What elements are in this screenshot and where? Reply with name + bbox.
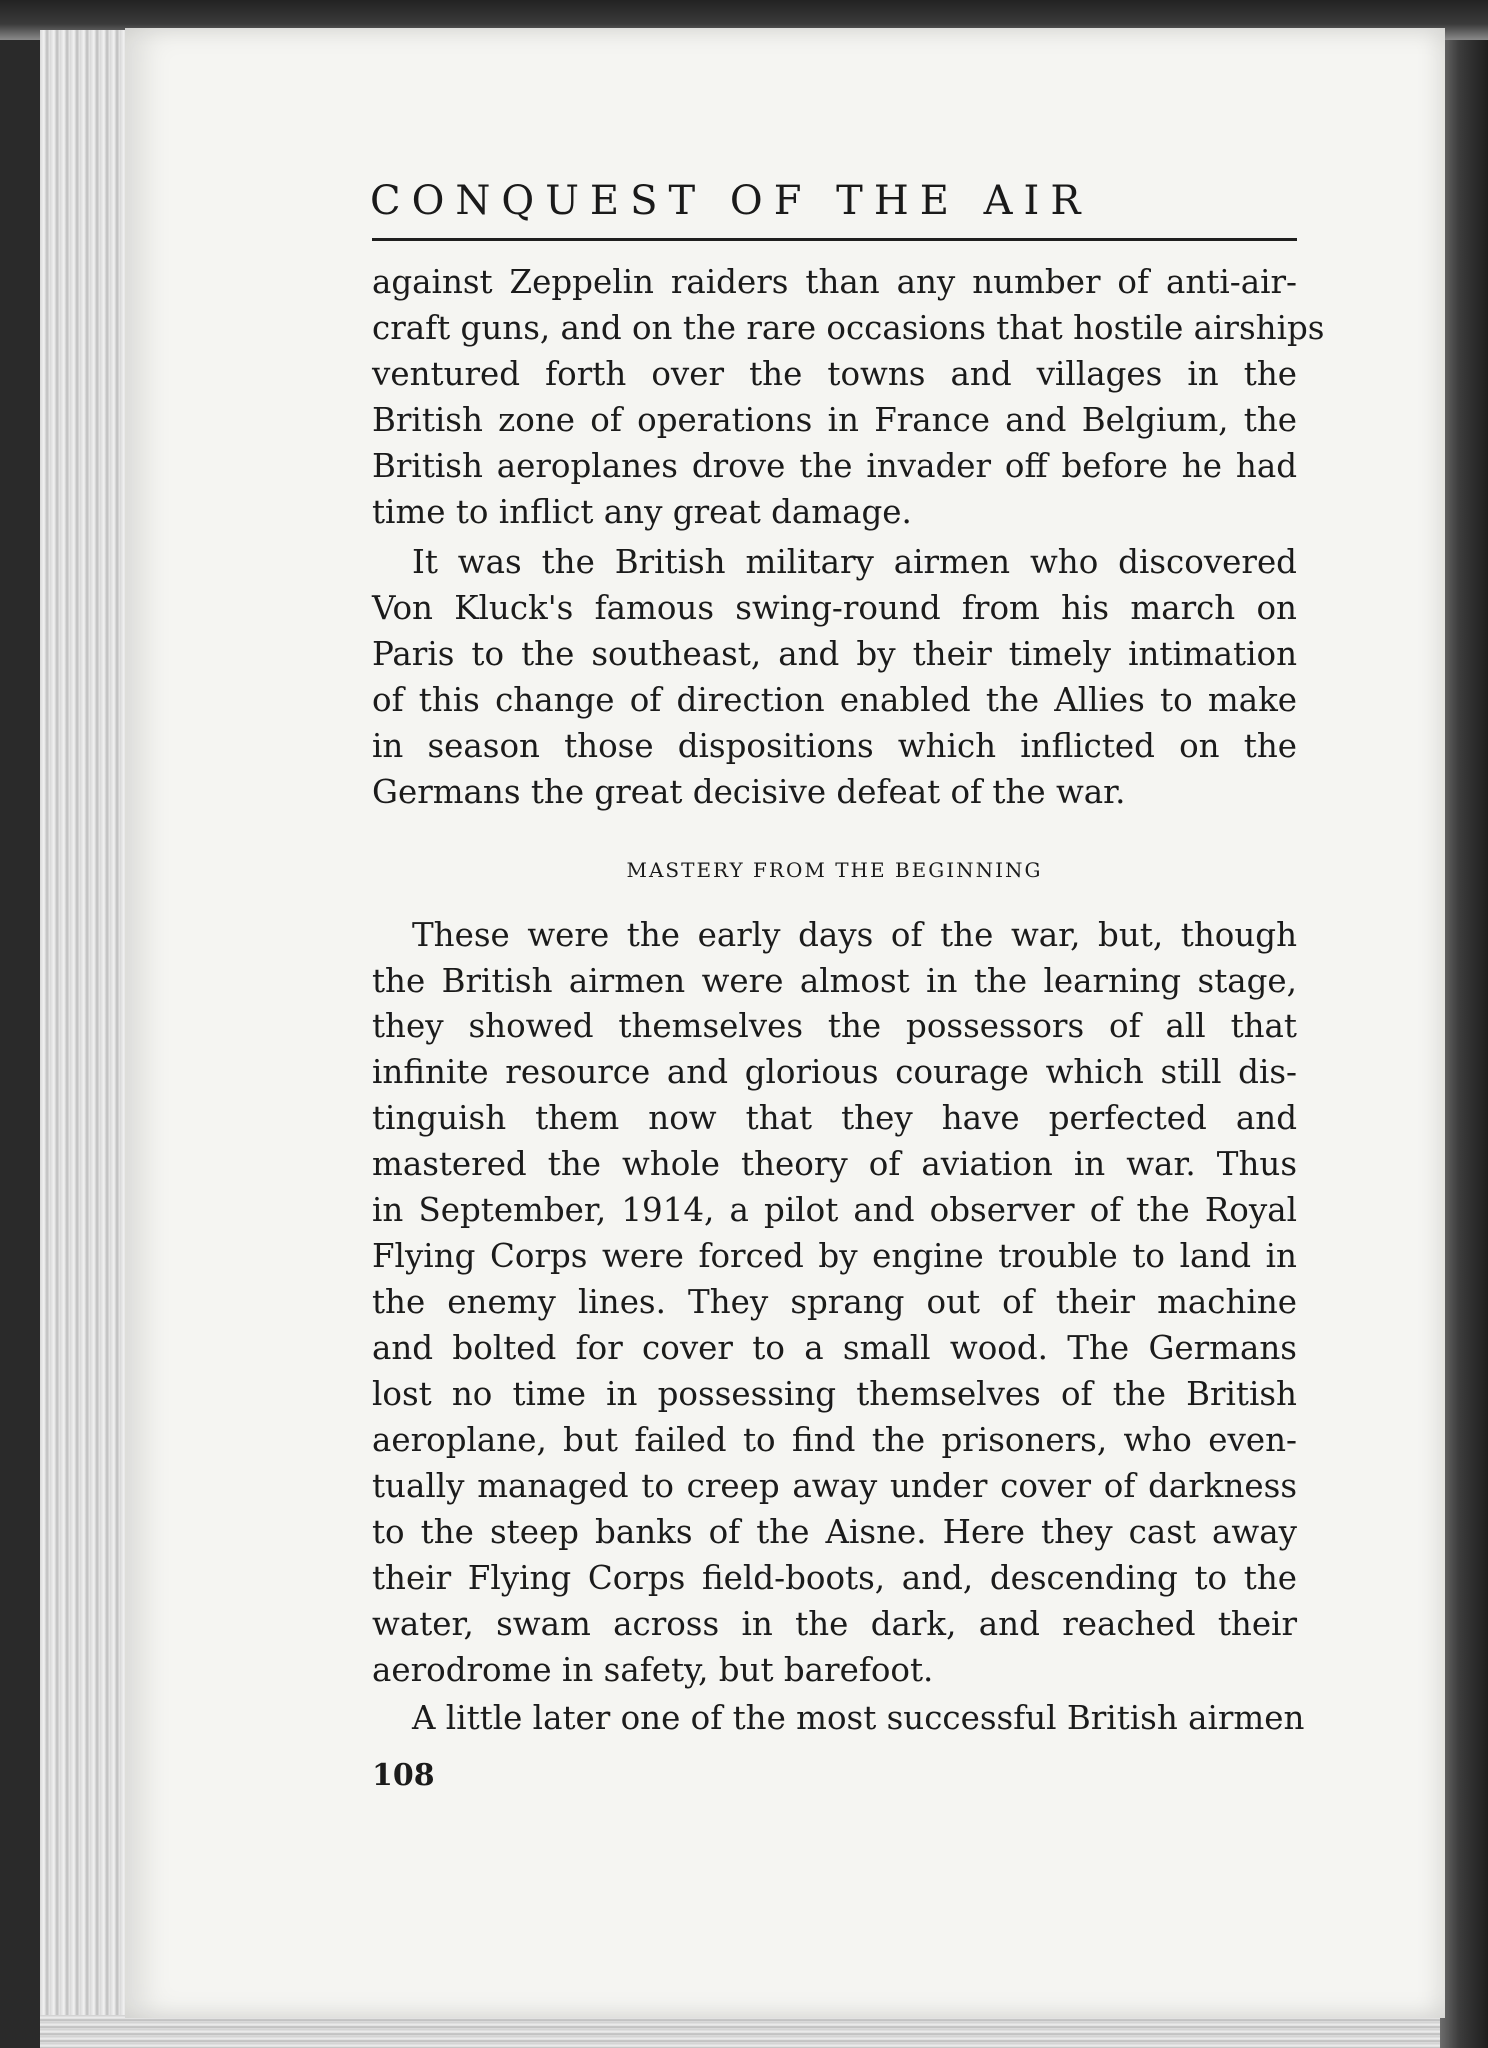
text-line: Flying Corps were forced by engine trouble to land in (372, 1237, 1297, 1275)
page-number: 108 (372, 1758, 435, 1793)
section-heading: MASTERY FROM THE BEGINNING (626, 858, 1043, 882)
text-line: aeroplane, but failed to find the prisoners, who even- (372, 1421, 1297, 1459)
text-line: It was the British military airmen who discovered (412, 543, 1297, 581)
text-line: to the steep banks of the Aisne. Here they cast away (372, 1513, 1297, 1551)
text-line: Von Kluck's famous swing-round from his march on (372, 589, 1297, 627)
text-line: their Flying Corps field-boots, and, descending to the (372, 1559, 1297, 1597)
text-line: tinguish them now that they have perfected and (372, 1099, 1297, 1137)
text-line: A little later one of the most successful British airmen (412, 1699, 1305, 1737)
text-line: they showed themselves the possessors of all that (372, 1007, 1297, 1045)
text-line: British zone of operations in France and Belgium, the (372, 401, 1297, 439)
text-line: against Zeppelin raiders than any number of anti-air- (372, 263, 1297, 301)
book-right-edge (1440, 40, 1488, 2048)
text-line: mastered the whole theory of aviation in war. Thus (372, 1145, 1297, 1183)
text-line: British aeroplanes drove the invader off before he had (372, 447, 1297, 485)
text-line: tually managed to creep away under cover of darkness (372, 1467, 1297, 1505)
text-line: craft guns, and on the rare occasions that hostile airships (372, 309, 1325, 347)
text-line: and bolted for cover to a small wood. The Germans (372, 1329, 1297, 1367)
text-line: time to inflict any great damage. (372, 493, 912, 531)
page-bottom-edge (40, 2015, 1460, 2048)
text-line: Germans the great decisive defeat of the war. (372, 773, 1126, 811)
text-line: These were the early days of the war, but, though (412, 916, 1297, 954)
text-line: the British airmen were almost in the learning stage, (372, 962, 1297, 1000)
text-line: aerodrome in safety, but barefoot. (372, 1651, 934, 1689)
text-line: lost no time in possessing themselves of the British (372, 1375, 1297, 1413)
header-rule (372, 238, 1297, 241)
text-line: the enemy lines. They sprang out of their machine (372, 1283, 1297, 1321)
text-line: infinite resource and glorious courage which still dis- (372, 1053, 1297, 1091)
running-head: CONQUEST OF THE AIR (370, 178, 1092, 224)
text-line: in season those dispositions which inflicted on the (372, 727, 1297, 765)
text-line: of this change of direction enabled the Allies to make (372, 681, 1297, 719)
page-stack-edge (40, 30, 135, 2035)
text-line: Paris to the southeast, and by their timely intimation (372, 635, 1297, 673)
text-line: in September, 1914, a pilot and observer of the Royal (372, 1191, 1297, 1229)
text-line: water, swam across in the dark, and reached their (372, 1605, 1297, 1643)
text-line: ventured forth over the towns and villages in the (372, 355, 1297, 393)
